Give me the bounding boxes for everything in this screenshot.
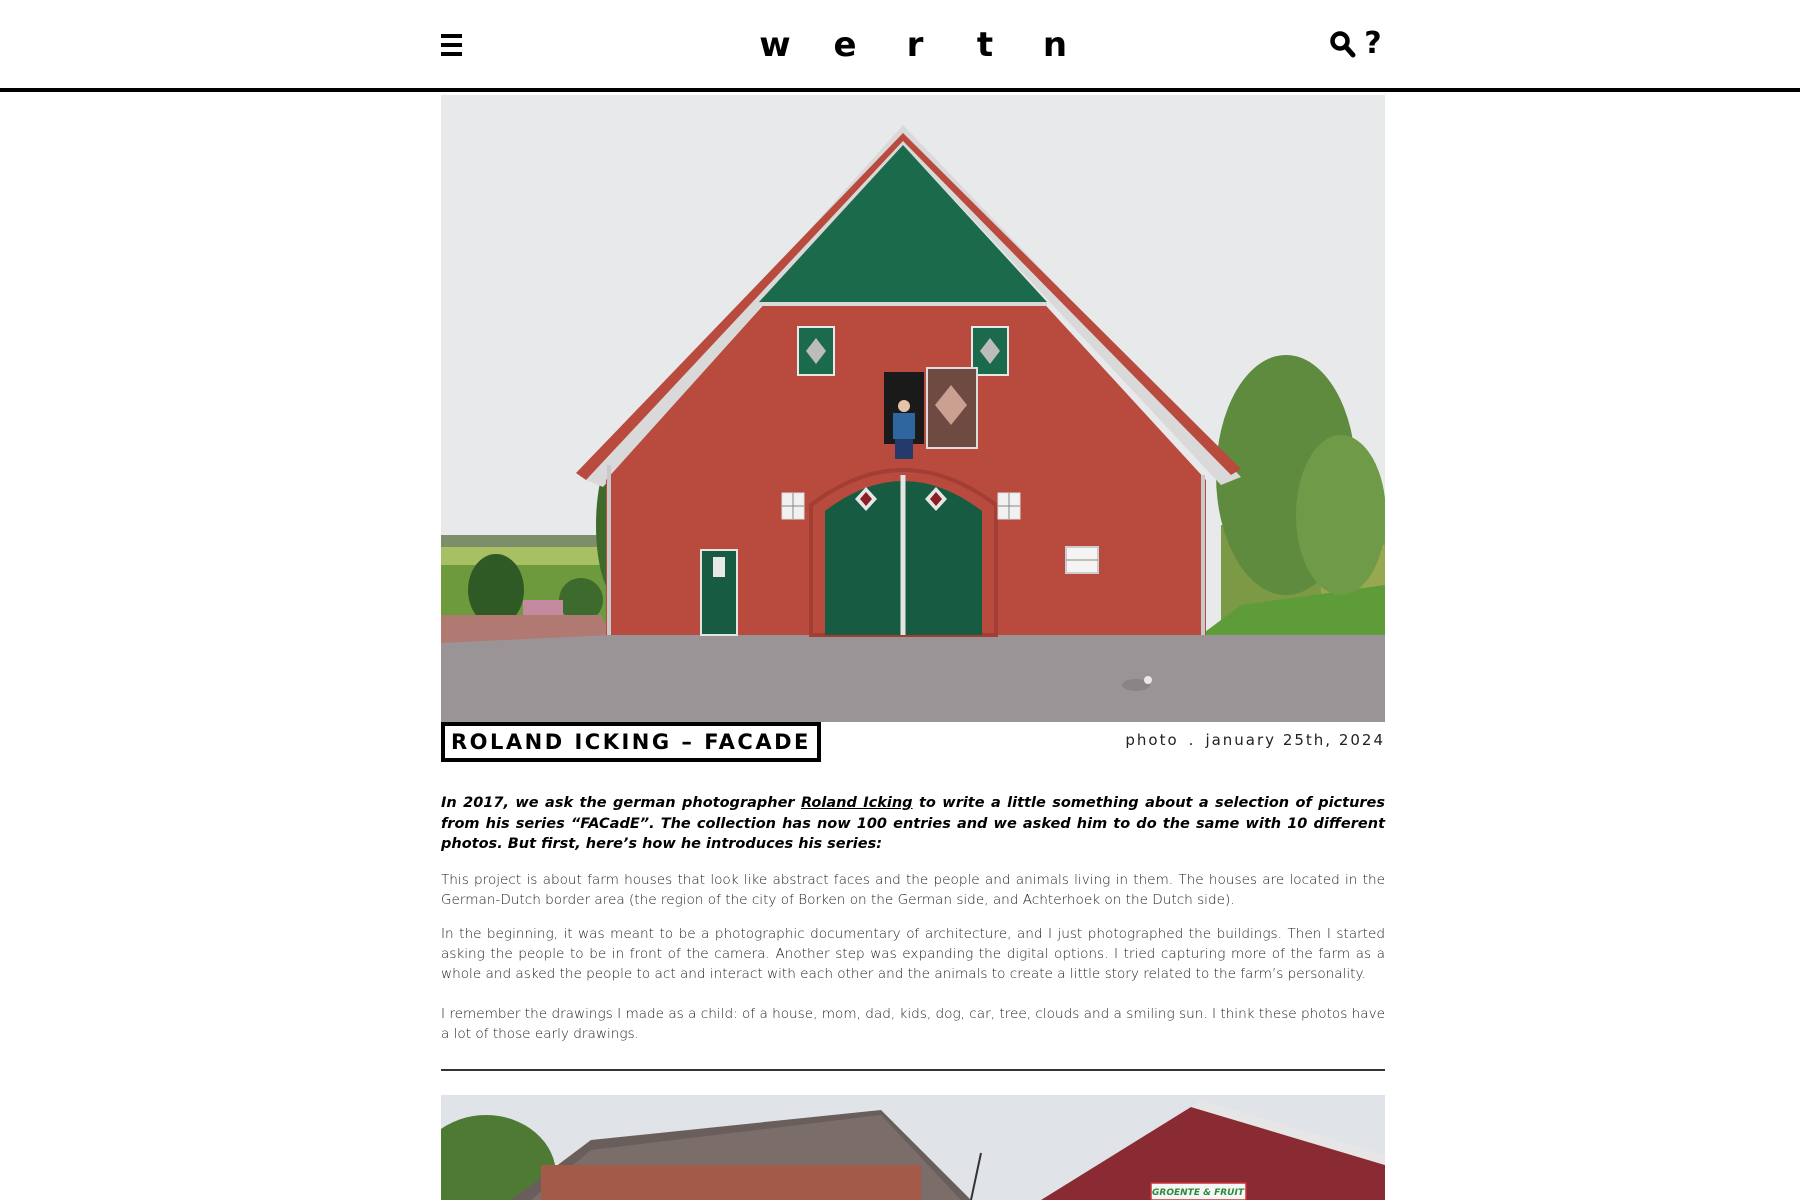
logo-letter: t	[976, 25, 994, 65]
hamburger-icon-bar	[441, 52, 462, 56]
hamburger-icon-bar	[441, 43, 462, 47]
logo-letter: n	[1042, 25, 1068, 65]
article-paragraph: I remember the drawings I made as a child: of a house, mom, dad, kids, dog, car, tree, clouds and a smiling sun. I think these photos have a lot of those early drawings.	[441, 1005, 1385, 1042]
article-paragraph: In the beginning, it was meant to be a photographic documentary of architecture, and I just photographed the buildings. Then I started asking the people to be in front of the camera. Another step was expanding the digital options. I tried capturing more of the farm as a whole and asked the people to act and interact with each other and the animals to create a little story related to the farm’s personality.	[441, 925, 1385, 982]
article-body	[441, 793, 1385, 1044]
photographer-link[interactable]: Roland Icking	[800, 795, 913, 811]
search-icon	[1330, 31, 1356, 59]
second-photo	[441, 1095, 1385, 1200]
post-date: january 25th, 2024	[1205, 731, 1385, 749]
article-paragraph: This project is about farm houses that look like abstract faces and the people and animals living in them. The houses are located in the German-Dutch border area (the region of the city of Borken on the German side, and Achterhoek on the Dutch side).	[441, 871, 1385, 908]
site-logo[interactable]	[755, 20, 1075, 70]
hero-photo	[441, 95, 1385, 722]
section-divider	[441, 1069, 1385, 1071]
post-title: ROLAND ICKING – FACADE	[451, 730, 811, 754]
hamburger-menu-button[interactable]	[441, 34, 462, 56]
lead-text-after: to write a little something about a selection of pictures from his series “FACadE”. The collection has now 100 entries and we asked him to do the same with 10 different photos. But first, here’s how he introduces his series:	[441, 795, 1386, 852]
lead-text-before: In 2017, we ask the german photographer	[441, 795, 801, 811]
post-meta	[1125, 731, 1385, 749]
logo-letter: w	[759, 25, 791, 65]
logo-letter: e	[833, 25, 857, 65]
logo-letter: r	[906, 25, 924, 65]
help-button[interactable]: ?	[1364, 26, 1382, 61]
post-category-link[interactable]: photo	[1125, 731, 1179, 749]
article-lead	[441, 793, 1385, 855]
post-title-box	[441, 722, 821, 762]
farmhouse-facade-illustration	[441, 95, 1385, 722]
sign-text: GROENTE & FRUIT	[1152, 1188, 1244, 1198]
hamburger-icon-bar	[441, 34, 462, 38]
search-button[interactable]	[1330, 31, 1356, 59]
second-farm-illustration	[441, 1095, 1385, 1200]
site-header	[0, 0, 1800, 92]
meta-separator: .	[1188, 731, 1196, 749]
